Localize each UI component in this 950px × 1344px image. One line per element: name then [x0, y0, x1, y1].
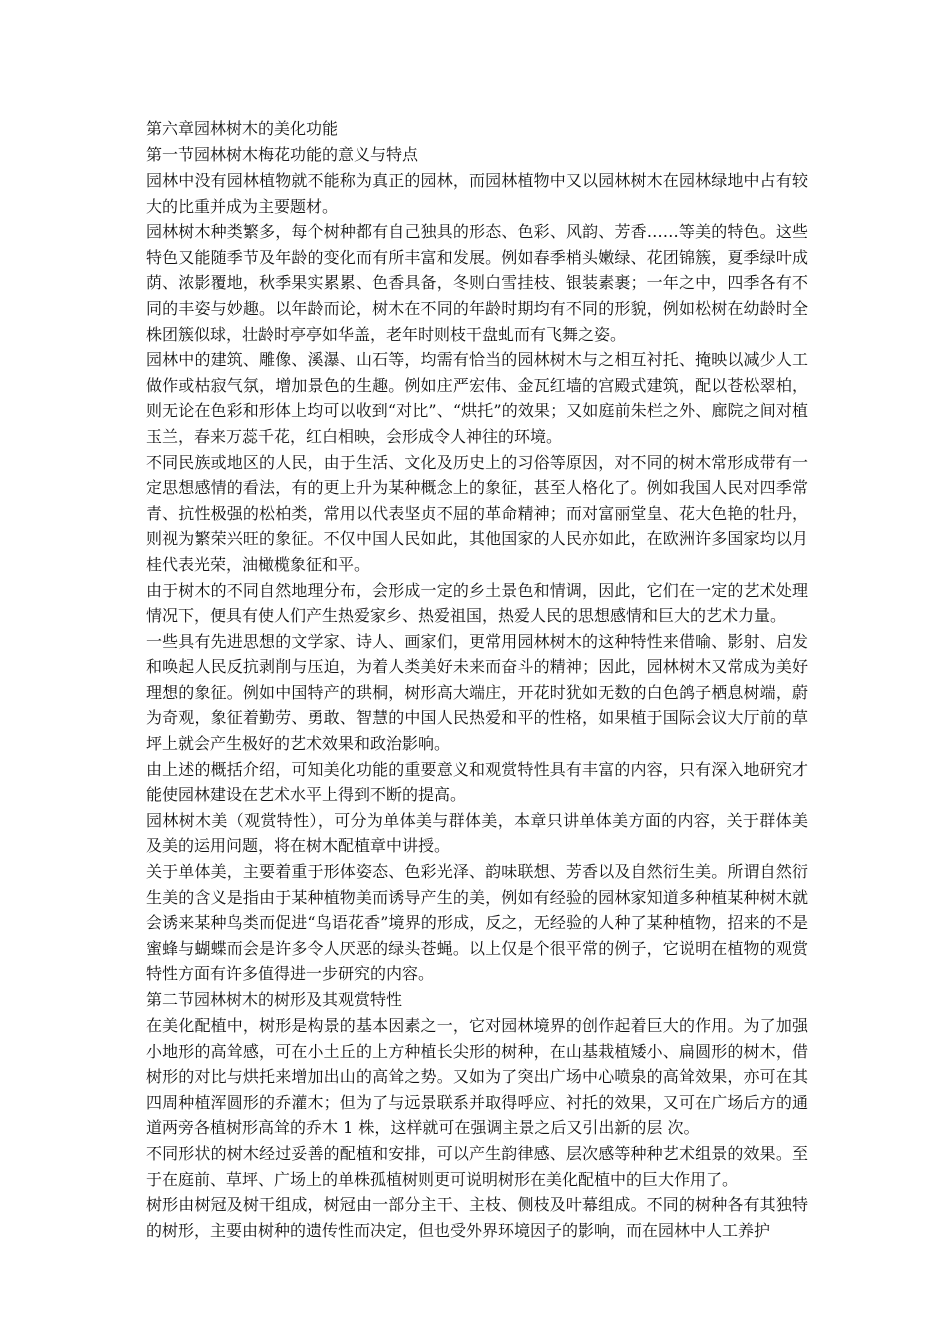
paragraph: 不同形状的树木经过妥善的配植和安排，可以产生韵律感、层次感等种种艺术组景的效果。至于在庭前、草坪、广场上的单株孤植树则更可说明树形在美化配植中的巨大作用了。: [146, 1143, 808, 1189]
paragraph: 园林树木美（观赏特性），可分为单体美与群体美，本章只讲单体美方面的内容，关于群体美及美的运用问题，将在树木配植章中讲授。: [146, 810, 808, 856]
paragraph: 园林中的建筑、雕像、溪瀑、山石等，均需有恰当的园林树木与之相互衬托、掩映以减少人工做作或枯寂气氛，增加景色的生趣。例如庄严宏伟、金瓦红墙的宫殿式建筑，配以苍松翠柏，则无论在色彩和形体上均可以收到“对比”、“烘托”的效果；又如庭前朱栏之外、廊院之间对植玉兰，春来万蕊千花，红白相映，会形成令人神往的环境。: [146, 350, 808, 446]
paragraph: 树形由树冠及树干组成，树冠由一部分主干、主枝、侧枝及叶幕组成。不同的树种各有其独特的树形，主要由树种的遗传性而决定，但也受外界环境因子的影响，而在园林中人工养护: [146, 1195, 808, 1240]
section-1-title: 第一节园林树木梅花功能的意义与特点: [146, 145, 419, 164]
paragraph: 关于单体美，主要着重于形体姿态、色彩光泽、韵味联想、芳香以及自然衍生美。所谓自然衍生美的含义是指由于某种植物美而诱导产生的美，例如有经验的园林家知道多种植某种树木就会诱来某种鸟类而促进“鸟语花香”境界的形成，反之，无经验的人种了某种植物，招来的不是蜜蜂与蝴蝶而会是许多令人厌恶的绿头苍蝇。以上仅是个很平常的例子，它说明在植物的观赏特性方面有许多值得进一步研究的内容。: [146, 862, 808, 984]
document-page: [146, 116, 808, 1243]
paragraph: 在美化配植中，树形是构景的基本因素之一，它对园林境界的创作起着巨大的作用。为了加强小地形的高耸感，可在小土丘的上方种植长尖形的树种，在山基栽植矮小、扁圆形的树木，借树形的对比与烘托来增加出山的高耸之势。又如为了突出广场中心喷泉的高耸效果，亦可在其四周种植浑圆形的乔灌木；但为了与远景联系并取得呼应、衬托的效果，又可在广场后方的通道两旁各植树形高耸的乔木 1 株，这样就可在强调主景之后又引出新的层 次。: [146, 1016, 808, 1138]
paragraph: 由上述的概括介绍，可知美化功能的重要意义和观赏特性具有丰富的内容，只有深入地研究才能使园林建设在艺术水平上得到不断的提高。: [146, 759, 808, 805]
paragraph: 由于树木的不同自然地理分布，会形成一定的乡土景色和情调，因此，它们在一定的艺术处理情况下，便具有使人们产生热爱家乡、热爱祖国，热爱人民的思想感情和巨大的艺术力量。: [146, 580, 808, 626]
paragraph: 不同民族或地区的人民，由于生活、文化及历史上的习俗等原因，对不同的树木常形成带有一定思想感情的看法，有的更上升为某种概念上的象征，甚至人格化了。例如我国人民对四季常青、抗性极强的松柏类，常用以代表坚贞不屈的革命精神；而对富丽堂皇、花大色艳的牡丹，则视为繁荣兴旺的象征。不仅中国人民如此，其他国家的人民亦如此，在欧洲许多国家均以月桂代表光荣，油橄榄象征和平。: [146, 452, 808, 574]
paragraph: 一些具有先进思想的文学家、诗人、画家们，更常用园林树木的这种特性来借喻、影射、启发和唤起人民反抗剥削与压迫，为着人类美好未来而奋斗的精神；因此，园林树木又常成为美好理想的象征。例如中国特产的珙桐，树形高大端庄，开花时犹如无数的白色鸽子栖息树端，蔚为奇观，象征着勤劳、勇敢、智慧的中国人民热爱和平的性格，如果植于国际会议大厅前的草坪上就会产生极好的艺术效果和政治影响。: [146, 631, 808, 754]
section-2-title: 第二节园林树木的树形及其观赏特性: [146, 990, 403, 1009]
paragraph: 园林中没有园林植物就不能称为真正的园林，而园林植物中又以园林树木在园林绿地中占有较大的比重并成为主要题材。: [146, 171, 808, 216]
paragraph: 园林树木种类繁多，每个树种都有自己独具的形态、色彩、风韵、芳香……等美的特色。这些特色又能随季节及年龄的变化而有所丰富和发展。例如春季梢头嫩绿、花团锦簇，夏季绿叶成荫、浓影覆地，秋季果实累累、色香具备，冬则白雪挂枝、银装素裹；一年之中，四季各有不同的丰姿与妙趣。以年龄而论，树木在不同的年龄时期均有不同的形貌，例如松树在幼龄时全株团簇似球，壮龄时亭亭如华盖，老年时则枝干盘虬而有飞舞之姿。: [146, 222, 808, 344]
chapter-title: 第六章园林树木的美化功能: [146, 119, 339, 138]
